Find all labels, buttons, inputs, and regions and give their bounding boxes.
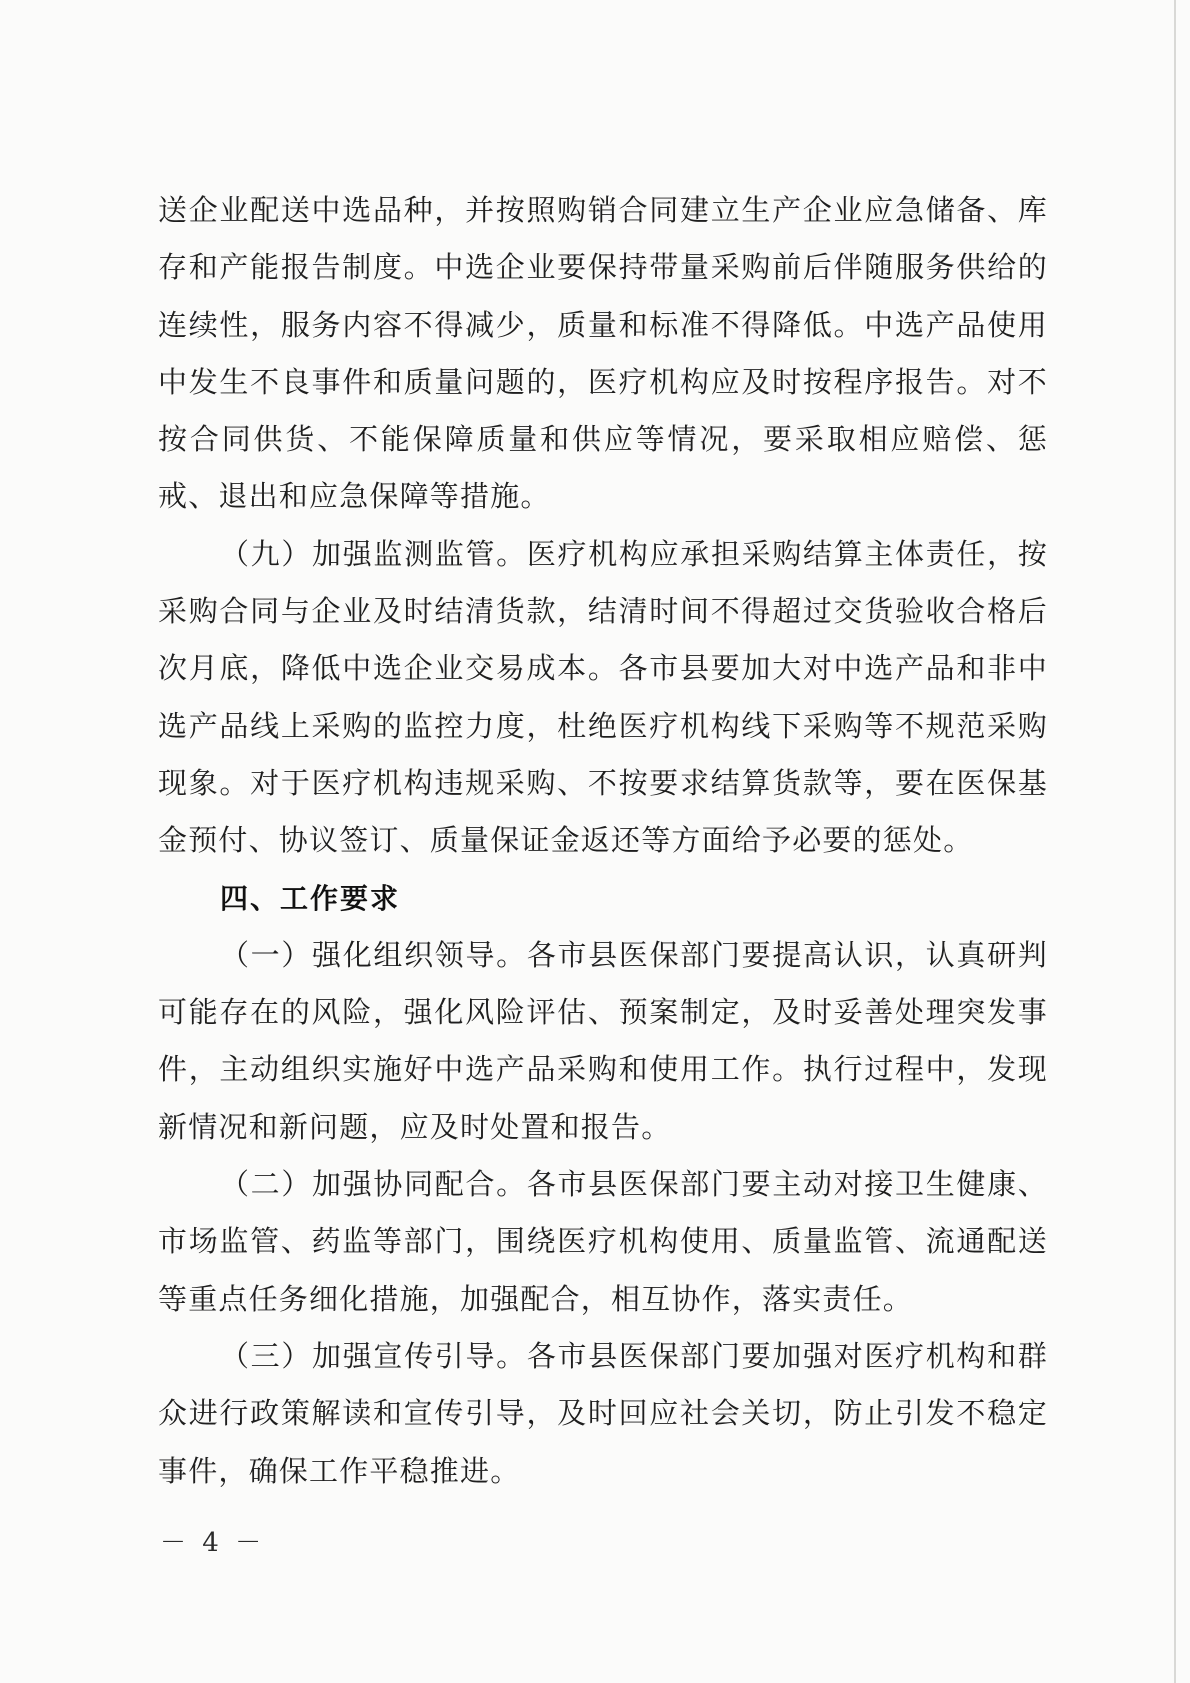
document-body bbox=[158, 182, 1048, 1500]
page-number: － 4 － bbox=[160, 1528, 266, 1558]
paragraph-publicity-guidance: （三）加强宣传引导。各市县医保部门要加强对医疗机构和群众进行政策解读和宣传引导，及时回应社会关切，防止引发不稳定事件，确保工作平稳推进。 bbox=[158, 1338, 1048, 1488]
paragraph-organizational-leadership: （一）强化组织领导。各市县医保部门要提高认识，认真研判可能存在的风险，强化风险评估、预案制定，及时妥善处理突发事件，主动组织实施好中选产品采购和使用工作。执行过程中，发现新情况和新问题，应及时处置和报告。 bbox=[158, 937, 1048, 1144]
paragraph-coordination: （二）加强协同配合。各市县医保部门要主动对接卫生健康、市场监管、药监等部门，围绕医疗机构使用、质量监管、流通配送等重点任务细化措施，加强配合，相互协作，落实责任。 bbox=[158, 1167, 1048, 1316]
paragraph-monitoring-supervision: （九）加强监测监管。医疗机构应承担采购结算主体责任，按采购合同与企业及时结清货款，结清时间不得超过交货验收合格后次月底，降低中选企业交易成本。各市县要加大对中选产品和非中选产品线上采购的监控力度，杜绝医疗机构线下采购等不规范采购现象。对于医疗机构违规采购、不按要求结算货款等，要在医保基金预付、协议签订、质量保证金返还等方面给予必要的惩处。 bbox=[158, 536, 1048, 858]
section-heading-work-requirements: 四、工作要求 bbox=[220, 881, 401, 915]
paragraph-continuation: 送企业配送中选品种，并按照购销合同建立生产企业应急储备、库存和产能报告制度。中选企业要保持带量采购前后伴随服务供给的连续性，服务内容不得减少，质量和标准不得降低。中选产品使用中发生不良事件和质量问题的，医疗机构应及时按程序报告。对不按合同供货、不能保障质量和供应等情况，要采取相应赔偿、惩戒、退出和应急保障等措施。 bbox=[158, 193, 1048, 514]
page-edge-line bbox=[1174, 0, 1176, 1683]
